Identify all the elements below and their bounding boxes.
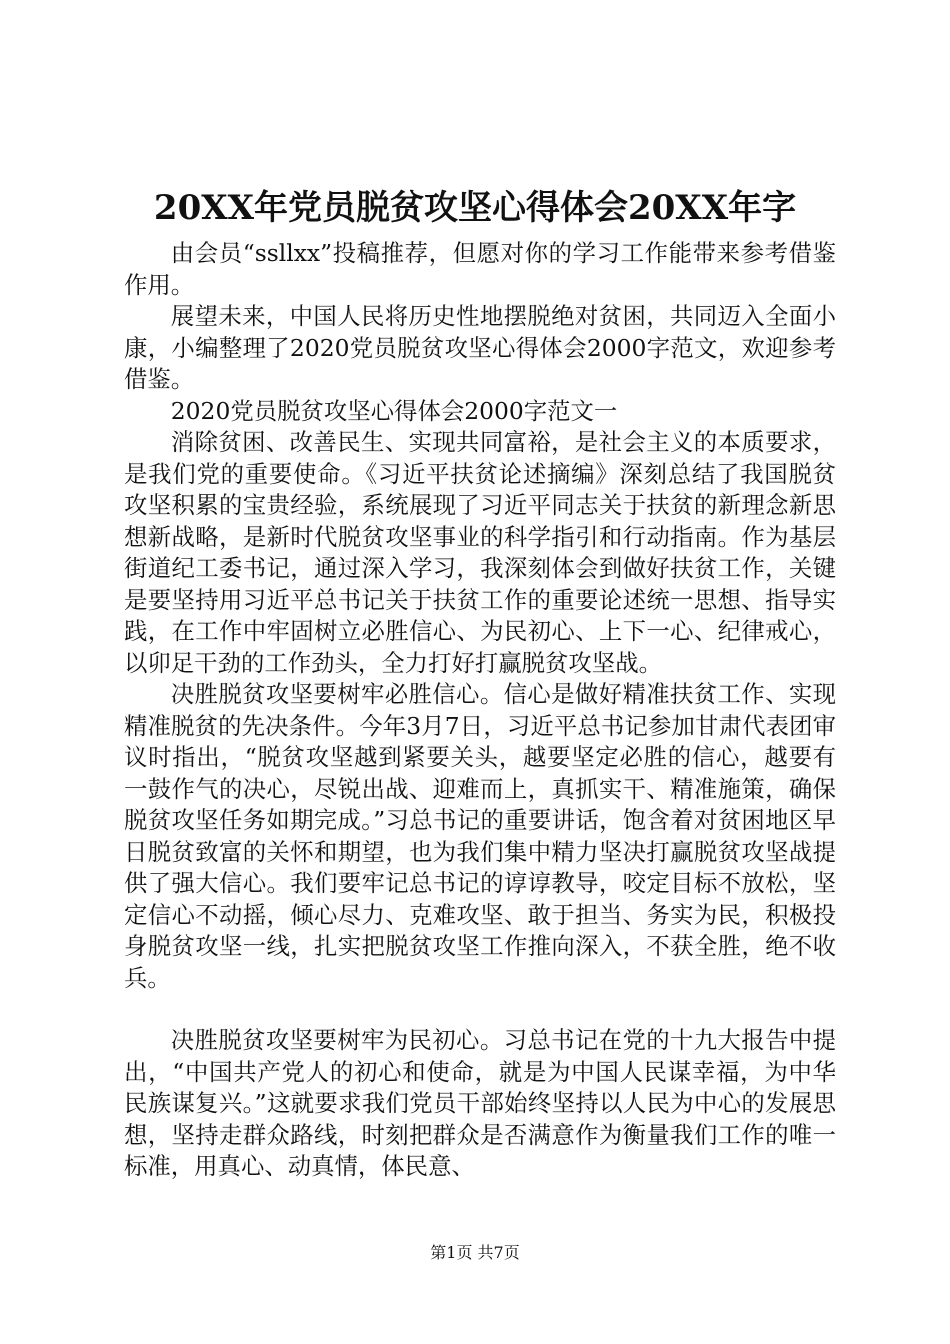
paragraph-outlook: 展望未来，中国人民将历史性地摆脱绝对贫困，共同迈入全面小康，小编整理了2020党员脱贫攻坚心得体会2000字范文，欢迎参考借鉴。 xyxy=(124,302,836,393)
section-heading: 2020党员脱贫攻坚心得体会2000字范文一 xyxy=(170,396,618,425)
document-title: 20XX年党员脱贫攻坚心得体会20XX年字 xyxy=(153,188,797,228)
paragraph-intro: 由会员“ssllxx”投稿推荐，但愿对你的学习工作能带来参考借鉴作用。 xyxy=(124,239,836,299)
paragraph-spacer xyxy=(124,994,836,1025)
paragraph-people-first: 决胜脱贫攻坚要树牢为民初心。习总书记在党的十九大报告中提出，“中国共产党人的初心和使命，就是为中国人民谋幸福，为中华民族谋复兴。”这就要求我们党员干部始终坚持以人民为中心的发展思想，坚持走群众路线，时刻把群众是否满意作为衡量我们工作的唯一标准，用真心、动真情，体民意、 xyxy=(124,1026,836,1180)
paragraph-poverty-elimination: 消除贫困、改善民生、实现共同富裕，是社会主义的本质要求，是我们党的重要使命。《习近平扶贫论述摘编》深刻总结了我国脱贫攻坚积累的宝贵经验，系统展现了习近平同志关于扶贫的新理念新思想新战略，是新时代脱贫攻坚事业的科学指引和行动指南。作为基层街道纪工委书记，通过深入学习，我深刻体会到做好扶贫工作，关键是要坚持用习近平总书记关于扶贫工作的重要论述统一思想、指导实践，在工作中牢固树立必胜信心、为民初心、上下一心、纪律戒心，以卯足干劲的工作劲头，全力打好打赢脱贫攻坚战。 xyxy=(124,428,836,677)
page-number-footer: 第1页 共7页 xyxy=(430,1243,520,1262)
document-body xyxy=(124,238,836,1183)
paragraph-confidence: 决胜脱贫攻坚要树牢必胜信心。信心是做好精准扶贫工作、实现精准脱贫的先决条件。今年3月7日，习近平总书记参加甘肃代表团审议时指出，“脱贫攻坚越到紧要关头，越要坚定必胜的信心，越要有一鼓作气的决心，尽锐出战、迎难而上，真抓实干、精准施策，确保脱贫攻坚任务如期完成。”习总书记的重要讲话，饱含着对贫困地区早日脱贫致富的关怀和期望，也为我们集中精力坚决打赢脱贫攻坚战提供了强大信心。我们要牢记总书记的谆谆教导，咬定目标不放松，坚定信心不动摇，倾心尽力、克难攻坚、敢于担当、务实为民，积极投身脱贫攻坚一线，扎实把脱贫攻坚工作推向深入，不获全胜，绝不收兵。 xyxy=(124,680,836,992)
